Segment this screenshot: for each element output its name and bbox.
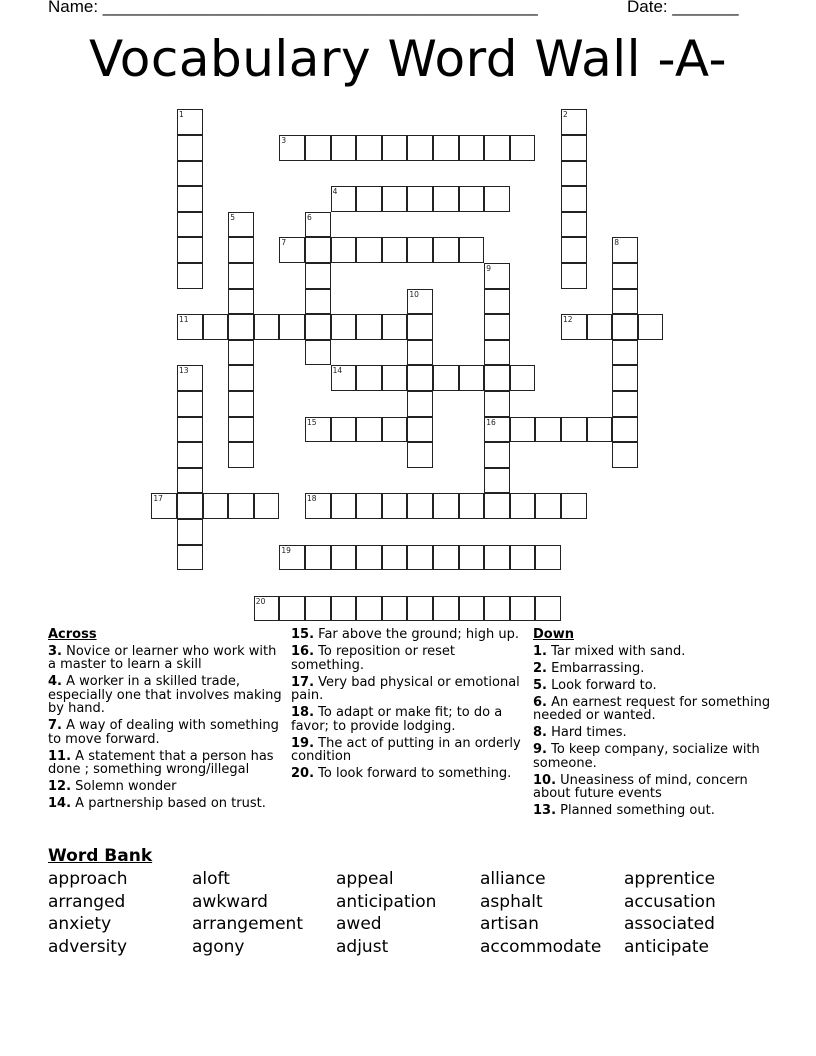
crossword-cell[interactable]: [331, 417, 357, 443]
date-field[interactable]: Date: _______: [627, 0, 739, 16]
crossword-cell[interactable]: [382, 237, 408, 263]
clue-item: [291, 767, 526, 781]
clue-text: Uneasiness of mind, concern about future events: [533, 772, 748, 801]
word-bank-item: appeal: [336, 869, 394, 889]
crossword-cell[interactable]: [407, 237, 433, 263]
crossword-cell[interactable]: [484, 135, 510, 161]
crossword-cell[interactable]: [484, 545, 510, 571]
crossword-cell[interactable]: [612, 417, 638, 443]
crossword-cell[interactable]: [561, 186, 587, 212]
crossword-cell[interactable]: [433, 237, 459, 263]
crossword-cell[interactable]: [510, 545, 536, 571]
crossword-cell[interactable]: [561, 135, 587, 161]
crossword-cell[interactable]: [305, 135, 331, 161]
clue-number: 9: [486, 264, 491, 273]
clue-number-label: 11.: [48, 748, 72, 764]
clue-number: 16: [486, 417, 496, 427]
crossword-cell[interactable]: [177, 212, 203, 238]
crossword-cell[interactable]: [638, 314, 664, 340]
clue-number: 4: [332, 187, 338, 197]
crossword-cell[interactable]: [407, 365, 433, 391]
clue-number: 19: [281, 545, 291, 555]
clue-text: To reposition or reset something.: [291, 644, 456, 673]
crossword-cell[interactable]: [587, 314, 613, 340]
word-bank-item: arrangement: [192, 914, 303, 935]
clue-item: [48, 797, 283, 811]
crossword-cell[interactable]: [484, 314, 510, 340]
crossword-cell[interactable]: [356, 237, 382, 263]
crossword-cell[interactable]: [177, 442, 203, 468]
crossword-cell[interactable]: [510, 365, 536, 391]
word-bank-item: accusation: [624, 891, 716, 912]
crossword-cell[interactable]: [382, 186, 408, 212]
crossword-cell[interactable]: [535, 493, 561, 519]
crossword-cell[interactable]: [382, 545, 408, 571]
crossword-cell[interactable]: [484, 417, 510, 443]
clue-number: 5: [230, 212, 235, 222]
crossword-cell[interactable]: [561, 314, 587, 340]
crossword-cell[interactable]: [356, 135, 382, 161]
crossword-cell[interactable]: [484, 493, 510, 519]
clue-number-label: 19.: [291, 735, 315, 751]
crossword-cell[interactable]: [535, 545, 561, 571]
crossword-cell[interactable]: [331, 135, 357, 161]
clue-item: [533, 774, 773, 801]
crossword-cell[interactable]: [228, 314, 254, 340]
crossword-cell[interactable]: [433, 186, 459, 212]
clue-item: [291, 645, 526, 672]
clue-number: 15: [307, 417, 317, 427]
clue-number: 6: [307, 212, 312, 222]
clue-number-label: 14.: [48, 796, 72, 811]
crossword-cell[interactable]: [177, 161, 203, 187]
clue-text: Novice or learner who work with a master to learn a skill: [48, 643, 277, 672]
crossword-cell[interactable]: [305, 237, 331, 263]
word-bank-list: [48, 868, 768, 958]
crossword-cell[interactable]: [433, 493, 459, 519]
clue-number-label: 8.: [533, 725, 547, 740]
crossword-cell[interactable]: [459, 365, 485, 391]
crossword-cell[interactable]: [279, 545, 305, 571]
crossword-cell[interactable]: [407, 545, 433, 571]
word-bank-item: anxiety: [48, 914, 112, 935]
crossword-cell[interactable]: [510, 417, 536, 443]
crossword-cell[interactable]: [331, 314, 357, 340]
word-bank-item: apprentice: [624, 869, 716, 889]
clue-text: The act of putting in an orderly condition: [291, 735, 521, 764]
crossword-cell[interactable]: [228, 442, 254, 468]
crossword-cell[interactable]: [561, 263, 587, 289]
crossword-cell[interactable]: [484, 263, 510, 289]
page-title: Vocabulary Word Wall -A-: [88, 30, 728, 88]
crossword-cell[interactable]: [331, 596, 357, 622]
word-bank-item: awkward: [192, 891, 268, 912]
clue-text: A partnership based on trust.: [71, 796, 266, 811]
crossword-cell[interactable]: [331, 186, 357, 212]
crossword-cell[interactable]: [177, 314, 203, 340]
crossword-cell[interactable]: [203, 314, 229, 340]
crossword-cell[interactable]: [484, 186, 510, 212]
crossword-cell[interactable]: [382, 365, 408, 391]
word-bank-item: approach: [48, 869, 128, 889]
name-field[interactable]: Name: ______________________________________________: [48, 0, 538, 16]
clue-text: Planned something out.: [556, 803, 715, 818]
crossword-cell[interactable]: [228, 263, 254, 289]
clue-number-label: 15.: [291, 627, 315, 642]
crossword-cell[interactable]: [177, 391, 203, 417]
clue-item: [291, 628, 526, 642]
word-bank-item: arranged: [48, 891, 126, 912]
clue-number-label: 10.: [533, 772, 557, 788]
crossword-cell[interactable]: [612, 442, 638, 468]
clue-item: [48, 719, 283, 746]
clue-item: [48, 780, 283, 794]
crossword-cell[interactable]: [612, 289, 638, 315]
clue-number: 20: [255, 596, 266, 606]
crossword-cell[interactable]: [228, 493, 254, 519]
crossword-cell[interactable]: [535, 596, 561, 622]
clue-text: Tar mixed with sand.: [546, 643, 686, 659]
word-bank-item: awed: [336, 914, 382, 935]
crossword-cell[interactable]: [305, 314, 331, 340]
crossword-cell[interactable]: [484, 365, 510, 391]
crossword-cell[interactable]: [305, 596, 331, 622]
clue-number: 3: [281, 136, 287, 145]
crossword-cell[interactable]: [305, 263, 331, 289]
clue-text: Look forward to.: [546, 677, 657, 693]
crossword-cell[interactable]: [459, 545, 485, 571]
word-bank-item: asphalt: [480, 891, 543, 912]
crossword-cell[interactable]: [484, 340, 510, 366]
crossword-cell[interactable]: [612, 237, 638, 263]
clue-text: Hard times.: [546, 725, 627, 740]
clue-number: 7: [281, 238, 287, 248]
crossword-cell[interactable]: [331, 493, 357, 519]
clue-item: [533, 743, 773, 770]
clue-text: An earnest request for something needed or wanted.: [533, 694, 771, 723]
crossword-cell[interactable]: [203, 493, 229, 519]
word-bank-title: Word Bank: [48, 846, 153, 866]
word-bank-item: associated: [624, 914, 715, 935]
clue-number-label: 20.: [291, 766, 315, 781]
crossword-cell[interactable]: [433, 545, 459, 571]
crossword-cell[interactable]: [510, 135, 536, 161]
crossword-cell[interactable]: [510, 596, 536, 622]
crossword-cell[interactable]: [279, 314, 305, 340]
clue-text: A worker in a skilled trade, especially one that involves making by hand.: [48, 674, 282, 716]
clue-number-label: 7.: [48, 718, 62, 733]
across-clues-column-1: [48, 628, 283, 814]
crossword-cell[interactable]: [228, 365, 254, 391]
crossword-cell[interactable]: [177, 237, 203, 263]
clue-number: 2: [563, 110, 568, 120]
clue-number-label: 6.: [533, 694, 547, 710]
crossword-cell[interactable]: [382, 314, 408, 340]
crossword-cell[interactable]: [459, 596, 485, 622]
crossword-cell[interactable]: [279, 237, 305, 263]
crossword-cell[interactable]: [331, 237, 357, 263]
clue-number-label: 4.: [48, 674, 62, 689]
clue-text: A statement that a person has done ; something wrong/illegal: [48, 748, 274, 777]
clue-text: A way of dealing with something to move forward.: [48, 718, 279, 747]
crossword-cell[interactable]: [484, 596, 510, 622]
crossword-cell[interactable]: [407, 314, 433, 340]
crossword-cell[interactable]: [356, 314, 382, 340]
clue-number-label: 2.: [533, 660, 547, 676]
crossword-cell[interactable]: [331, 365, 357, 391]
crossword-cell[interactable]: [407, 442, 433, 468]
crossword-cell[interactable]: [177, 135, 203, 161]
clue-number: 13: [179, 366, 189, 376]
crossword-cell[interactable]: [228, 237, 254, 263]
crossword-cell[interactable]: [407, 417, 433, 443]
word-bank-item: anticipation: [336, 891, 437, 912]
crossword-cell[interactable]: [305, 417, 331, 443]
crossword-cell[interactable]: [561, 161, 587, 187]
crossword-cell[interactable]: [382, 417, 408, 443]
crossword-cell[interactable]: [561, 237, 587, 263]
crossword-cell[interactable]: [331, 545, 357, 571]
crossword-cell[interactable]: [484, 391, 510, 417]
crossword-cell[interactable]: [612, 340, 638, 366]
crossword-cell[interactable]: [382, 596, 408, 622]
crossword-cell[interactable]: [561, 493, 587, 519]
crossword-cell[interactable]: [305, 493, 331, 519]
clue-number: 12: [563, 315, 573, 325]
crossword-cell[interactable]: [407, 493, 433, 519]
down-clues: [533, 628, 773, 821]
clue-number: 18: [307, 494, 317, 504]
clue-text: To look forward to something.: [314, 766, 512, 781]
clue-text: Embarrassing.: [546, 660, 645, 676]
crossword-cell[interactable]: [356, 186, 382, 212]
word-bank-item: adversity: [48, 936, 128, 957]
word-bank-item: alliance: [480, 869, 546, 889]
crossword-cell[interactable]: [484, 289, 510, 315]
word-bank-item: accommodate: [480, 936, 602, 957]
crossword-cell[interactable]: [407, 340, 433, 366]
crossword-cell[interactable]: [587, 417, 613, 443]
crossword-cell[interactable]: [382, 493, 408, 519]
clue-item: [533, 804, 773, 818]
crossword-cell[interactable]: [612, 314, 638, 340]
crossword-cell[interactable]: [459, 493, 485, 519]
clue-number-label: 3.: [48, 643, 62, 659]
clue-item: [533, 662, 773, 676]
crossword-cell[interactable]: [561, 417, 587, 443]
crossword-cell[interactable]: [305, 545, 331, 571]
crossword-cell[interactable]: [228, 212, 254, 238]
clue-item: [533, 645, 773, 659]
crossword-cell[interactable]: [177, 545, 203, 571]
crossword-cell[interactable]: [407, 391, 433, 417]
clue-text: To keep company, socialize with someone.: [533, 742, 760, 771]
clue-text: Far above the ground; high up.: [314, 627, 519, 642]
crossword-cell[interactable]: [484, 442, 510, 468]
crossword-cell[interactable]: [356, 596, 382, 622]
crossword-cell[interactable]: [459, 186, 485, 212]
crossword-cell[interactable]: [305, 212, 331, 238]
crossword-cell[interactable]: [228, 289, 254, 315]
clue-number-label: 9.: [533, 742, 547, 757]
crossword-cell[interactable]: [177, 468, 203, 494]
clue-number: 10: [409, 289, 419, 299]
crossword-cell[interactable]: [356, 545, 382, 571]
across-clues-column-2: [291, 628, 526, 784]
clue-number-label: 18.: [291, 705, 315, 720]
clue-item: [291, 706, 526, 733]
clue-item: [48, 645, 283, 672]
crossword-cell[interactable]: [612, 263, 638, 289]
clue-number-label: 13.: [533, 803, 557, 818]
crossword-cell[interactable]: [254, 596, 280, 622]
clue-item: [48, 675, 283, 716]
crossword-cell[interactable]: [356, 417, 382, 443]
clue-number: 8: [614, 238, 619, 248]
clue-number: 11: [179, 315, 189, 325]
crossword-cell[interactable]: [228, 391, 254, 417]
word-bank-item: aloft: [192, 869, 230, 889]
word-bank-item: agony: [192, 936, 245, 957]
clue-number: 1: [179, 110, 184, 120]
across-heading: Across: [48, 627, 97, 642]
word-bank-item: anticipate: [624, 936, 709, 957]
crossword-cell[interactable]: [612, 391, 638, 417]
clue-item: [291, 676, 526, 703]
crossword-cell[interactable]: [561, 109, 587, 135]
clue-item: [291, 737, 526, 764]
crossword-cell[interactable]: [535, 417, 561, 443]
crossword-cell[interactable]: [254, 493, 280, 519]
crossword-cell[interactable]: [459, 237, 485, 263]
crossword-cell[interactable]: [510, 493, 536, 519]
clue-number-label: 5.: [533, 677, 547, 693]
crossword-cell[interactable]: [177, 493, 203, 519]
crossword-cell[interactable]: [228, 417, 254, 443]
clue-number: 17: [153, 494, 163, 504]
word-bank-item: adjust: [336, 936, 389, 957]
crossword-cell[interactable]: [433, 135, 459, 161]
crossword-cell[interactable]: [407, 596, 433, 622]
word-bank: [48, 846, 768, 958]
clue-item: [533, 726, 773, 740]
crossword-cell[interactable]: [407, 135, 433, 161]
crossword-cell[interactable]: [228, 340, 254, 366]
crossword-cell[interactable]: [177, 417, 203, 443]
crossword-cell[interactable]: [561, 212, 587, 238]
crossword-cell[interactable]: [305, 289, 331, 315]
crossword-cell[interactable]: [279, 596, 305, 622]
clue-number-label: 16.: [291, 644, 315, 659]
clue-item: [533, 679, 773, 693]
crossword-cell[interactable]: [177, 263, 203, 289]
clue-number: 14: [332, 366, 343, 376]
crossword-cell[interactable]: [177, 365, 203, 391]
crossword-cell[interactable]: [459, 135, 485, 161]
crossword-cell[interactable]: [382, 135, 408, 161]
clue-number-label: 17.: [291, 674, 315, 690]
crossword-cell[interactable]: [484, 468, 510, 494]
crossword-cell[interactable]: [433, 596, 459, 622]
crossword-cell[interactable]: [356, 365, 382, 391]
clue-text: Very bad physical or emotional pain.: [291, 674, 520, 703]
crossword-cell[interactable]: [279, 135, 305, 161]
crossword-cell[interactable]: [612, 365, 638, 391]
crossword-cell[interactable]: [177, 519, 203, 545]
crossword-cell[interactable]: [356, 493, 382, 519]
crossword-cell[interactable]: [305, 340, 331, 366]
clue-text: Solemn wonder: [71, 779, 177, 794]
word-bank-item: artisan: [480, 914, 539, 935]
crossword-cell[interactable]: [407, 186, 433, 212]
crossword-cell[interactable]: [407, 289, 433, 315]
clue-number-label: 12.: [48, 779, 72, 794]
crossword-cell[interactable]: [433, 365, 459, 391]
crossword-cell[interactable]: [177, 186, 203, 212]
clue-item: [533, 696, 773, 723]
crossword-cell[interactable]: [177, 109, 203, 135]
down-heading: Down: [533, 627, 574, 642]
crossword-cell[interactable]: [254, 314, 280, 340]
crossword-cell[interactable]: [151, 493, 177, 519]
clue-item: [48, 750, 283, 777]
clue-number-label: 1.: [533, 643, 547, 659]
clue-text: To adapt or make fit; to do a favor; to provide lodging.: [291, 705, 503, 734]
